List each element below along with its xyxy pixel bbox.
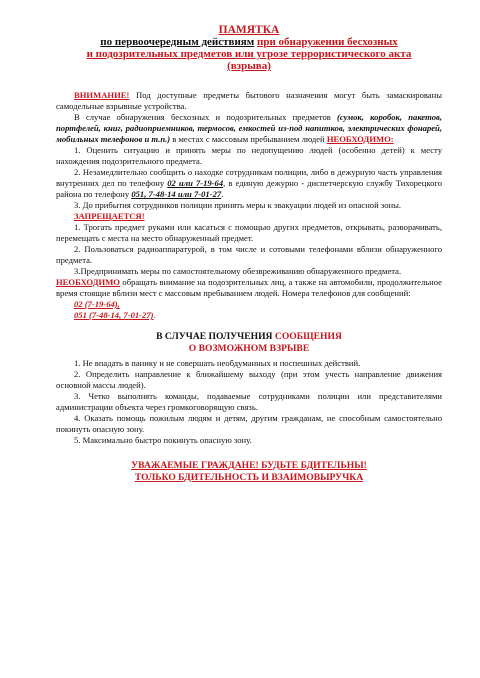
memo-title <box>56 24 442 72</box>
explosion-heading-1b: СООБЩЕНИЯ <box>274 331 342 342</box>
forbidden-label: ЗАПРЕЩАЕТСЯ! <box>74 211 145 221</box>
report-phone-2-line <box>56 310 442 321</box>
title-line-2 <box>56 36 442 48</box>
title-line-2b: при обнаружении бесхозных <box>257 36 398 48</box>
step-3: 3. До прибытия сотрудников полиции принять меры к эвакуации людей из опасной зоны. <box>74 200 402 210</box>
explosion-step-2: 2. Определить направление к ближайшему выходу (при этом учесть направление движения основной массы людей). <box>56 369 442 390</box>
step-2-text-b: , в единую дежурно - диспетчерскую службу Тихорецкого района по телефону <box>56 178 442 199</box>
step-2-text-a: 2. Незамедлительно сообщить о находке сотрудникам полиции, либо в дежурную часть управления внутренних дел по телефону <box>56 167 442 188</box>
footer-line-1: УВАЖАЕМЫЕ ГРАЖДАНЕ! БУДЬТЕ БДИТЕЛЬНЫ! <box>131 460 367 471</box>
detect-intro: В случае обнаружения бесхозных и подозрительных предметов <box>74 112 338 122</box>
explosion-heading-line-2: О ВОЗМОЖНОМ ВЗРЫВЕ <box>188 342 310 354</box>
explosion-heading <box>56 331 442 354</box>
detect-items: (сумок, коробок, пакетов, портфелей, книг, радиоприемников, термосов, емкостей из-под напитков, электрических фонарей, мобильных телефонов и т.п.) <box>56 112 442 144</box>
title-line-3: и подозрительных предметов или угрозе террористического акта <box>86 48 412 60</box>
report-phone-2: 051 (7-48-14, 7-01-27) <box>74 310 154 320</box>
memo-body <box>56 90 442 321</box>
forbidden-1: 1. Трогать предмет руками или касаться с помощью других предметов, открывать, разворачивать, перемещать с места на место обнаруженный предмет. <box>56 222 442 243</box>
detect-necessary: НЕОБХОДИМО: <box>326 134 394 144</box>
title-line-1: ПАМЯТКА <box>218 24 280 36</box>
necessary-label: НЕОБХОДИМО <box>56 277 120 287</box>
forbidden-2: 2. Пользоваться радиоаппаратурой, в том числе и сотовыми телефонами вблизи обнаруженного предмета. <box>56 244 442 265</box>
title-line-2a: по первоочередным действиям <box>100 36 255 48</box>
explosion-step-3: 3. Четко выполнять команды, подаваемые сотрудниками полиции или представителями администрации объекта через громкоговорящую связь. <box>56 391 442 412</box>
explosion-step-5: 5. Максимально быстро покинуть опасную зону. <box>74 435 252 445</box>
explosion-step-1: 1. Не впадать в панику и не совершать необдуманных и поспешных действий. <box>74 358 361 368</box>
explosion-heading-1a: В СЛУЧАЕ ПОЛУЧЕНИЯ <box>156 331 275 342</box>
attention-label: ВНИМАНИЕ! <box>74 90 130 100</box>
report-phone-1: 02 (7-19-64), <box>74 299 120 309</box>
memo-footer <box>56 460 442 484</box>
step-2-phone-2: 051, 7-48-14 или 7-01-27 <box>131 189 222 199</box>
explosion-body <box>56 358 442 446</box>
explosion-step-4: 4. Оказать помощь пожилым людям и детям, другим гражданам, не способным самостоятельно покинуть опасную зону. <box>56 413 442 434</box>
explosion-heading-line-1 <box>56 331 442 343</box>
forbidden-3: 3.Предпринимать меры по самостоятельному обезвреживанию обнаруженного предмета. <box>74 266 402 276</box>
footer-line-2: ТОЛЬКО БДИТЕЛЬНОСТЬ И ВЗАИМОВЫРУЧКА <box>134 472 364 483</box>
step-1: 1. Оценить ситуацию и принять меры по недопущению людей (особенно детей) к месту нахождения подозрительного предмета. <box>56 145 442 166</box>
step-2-text-c: . <box>221 189 224 199</box>
necessary-text: обращать внимание на подозрительных лиц, а также на автомобили, продолжительное время стоящие вблизи мест с массовым пребыванием людей. Номера телефонов для сообщений: <box>56 277 442 298</box>
detect-paragraph <box>56 112 442 145</box>
forbidden-heading <box>56 211 442 222</box>
title-line-4: (взрыва) <box>227 60 271 72</box>
attention-paragraph <box>56 90 442 112</box>
step-2 <box>56 167 442 200</box>
attention-text: Под доступные предметы бытового назначения могут быть замаскированы самодельные взрывные устройства. <box>56 90 442 111</box>
detect-after: в местах с массовым пребыванием людей <box>170 134 327 144</box>
necessary-paragraph <box>56 277 442 299</box>
report-phone-2-end: . <box>153 310 156 320</box>
step-2-phone-1: 02 или 7-19-64 <box>167 178 224 188</box>
